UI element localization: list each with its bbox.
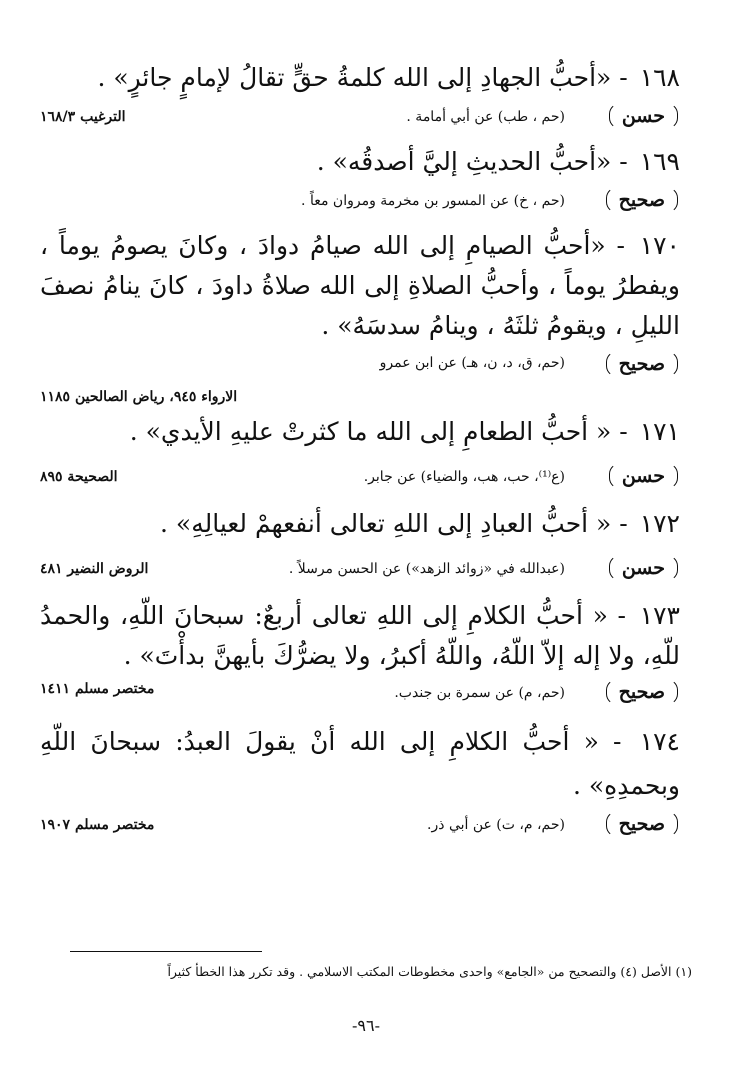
- hadith-number: ١٦٩: [639, 147, 680, 176]
- grade-badge: حسن: [609, 462, 678, 490]
- hadith-text: [40, 596, 680, 676]
- hadith-body: - «أحبُّ الحديثِ إليَّ أصدقُه» .: [316, 147, 628, 176]
- hadith-reference: الروض النضير ٤٨١: [40, 561, 149, 577]
- grade-badge: صحيح: [606, 186, 678, 214]
- hadith-body: - «أحبُّ الجهادِ إلى الله كلمةُ حقٍّ تقالُ لإمامٍ جائرٍ» .: [97, 63, 628, 92]
- grade-badge: صحيح: [606, 350, 678, 378]
- hadith-body: - «أحبُّ الصيامِ إلى الله صيامُ دوادَ ، وكانَ يصومُ يوماً ، ويفطرُ يوماً ، وأحبُّ الصلاةِ إلى الله صلاةُ داودَ ، كانَ ينامُ نصفَ الليلِ ، ويقومُ ثلثَهُ ، وينامُ سدسَهُ» .: [40, 231, 680, 340]
- hadith-meta: [40, 678, 680, 712]
- hadith-meta: [40, 186, 680, 220]
- hadith-168: [40, 58, 680, 136]
- hadith-173: [40, 596, 680, 712]
- hadith-number: ١٧٠: [639, 231, 680, 260]
- hadith-meta: [40, 554, 680, 588]
- hadith-reference: الترغيب ١٦٨/٣: [40, 109, 126, 125]
- hadith-meta: [40, 350, 680, 380]
- hadith-text: [40, 226, 680, 346]
- footnote-divider: [70, 951, 262, 952]
- hadith-meta: [40, 462, 680, 496]
- hadith-source: (حم ، طب) عن أبي أمامة .: [406, 109, 565, 125]
- hadith-source: (حم، م) عن سمرة بن جندب.: [394, 685, 565, 701]
- hadith-170: [40, 226, 680, 408]
- hadith-number: ١٧٢: [639, 509, 680, 538]
- hadith-body: - « أحبُّ الطعامِ إلى الله ما كثرتْ عليهِ الأيدي» .: [129, 417, 628, 446]
- hadith-169: [40, 142, 680, 220]
- hadith-number: ١٦٨: [639, 63, 680, 92]
- footnote: (١) الأصل (٤) والتصحيح من «الجامع» واحدى مخطوطات المكتب الاسلامي . وقد تكرر هذا الخطأ كثيراً: [167, 964, 692, 979]
- hadith-source: (عبدالله في «زوائد الزهد») عن الحسن مرسلاً .: [288, 561, 565, 577]
- hadith-body: - « أحبُّ الكلامِ إلى الله أنْ يقولَ العبدُ: سبحانَ اللّهِ وبحمدِهِ» .: [40, 727, 680, 800]
- hadith-reference: الارواء ٩٤٥، رياض الصالحين ١١٨٥: [40, 389, 238, 405]
- hadith-source: (حم ، خ) عن المسور بن مخرمة ومروان معاً .: [301, 193, 565, 209]
- grade-badge: حسن: [609, 102, 678, 130]
- hadith-source: (ع⁽¹⁾، حب، هب، والضياء) عن جابر.: [363, 469, 565, 485]
- page-body: [40, 58, 680, 850]
- hadith-text: [40, 412, 680, 452]
- hadith-reference: الصحيحة ٨٩٥: [40, 469, 118, 485]
- hadith-source: (حم، ق، د، ن، هـ) عن ابن عمرو: [379, 355, 565, 371]
- hadith-meta: [40, 102, 680, 136]
- hadith-reference: مختصر مسلم ١٤١١: [40, 681, 155, 697]
- hadith-text: [40, 142, 680, 182]
- hadith-body: - « أحبُّ الكلامِ إلى اللهِ تعالى أربعٌ: سبحانَ اللّهِ، والحمدُ للّهِ، ولا إله إلاّ اللّهُ، واللّهُ أكبرُ، ولا يضرُّكَ بأيهنَّ بدأْتَ» .: [40, 601, 680, 670]
- hadith-text: [40, 504, 680, 544]
- hadith-number: ١٧٤: [639, 727, 680, 756]
- hadith-reference: مختصر مسلم ١٩٠٧: [40, 817, 155, 833]
- grade-badge: صحيح: [606, 810, 678, 838]
- hadith-text: [40, 58, 680, 98]
- hadith-174: [40, 720, 680, 844]
- grade-badge: حسن: [609, 554, 678, 582]
- hadith-number: ١٧٣: [639, 601, 680, 630]
- page-number: -٩٦-: [352, 1016, 380, 1035]
- hadith-171: [40, 412, 680, 496]
- hadith-number: ١٧١: [639, 417, 680, 446]
- hadith-text: [40, 720, 680, 808]
- hadith-meta: [40, 810, 680, 844]
- hadith-172: [40, 504, 680, 588]
- hadith-source: (حم، م، ت) عن أبي ذر.: [427, 817, 565, 833]
- grade-badge: صحيح: [606, 678, 678, 706]
- hadith-body: - « أحبُّ العبادِ إلى اللهِ تعالى أنفعهمْ لعيالِهِ» .: [160, 509, 628, 538]
